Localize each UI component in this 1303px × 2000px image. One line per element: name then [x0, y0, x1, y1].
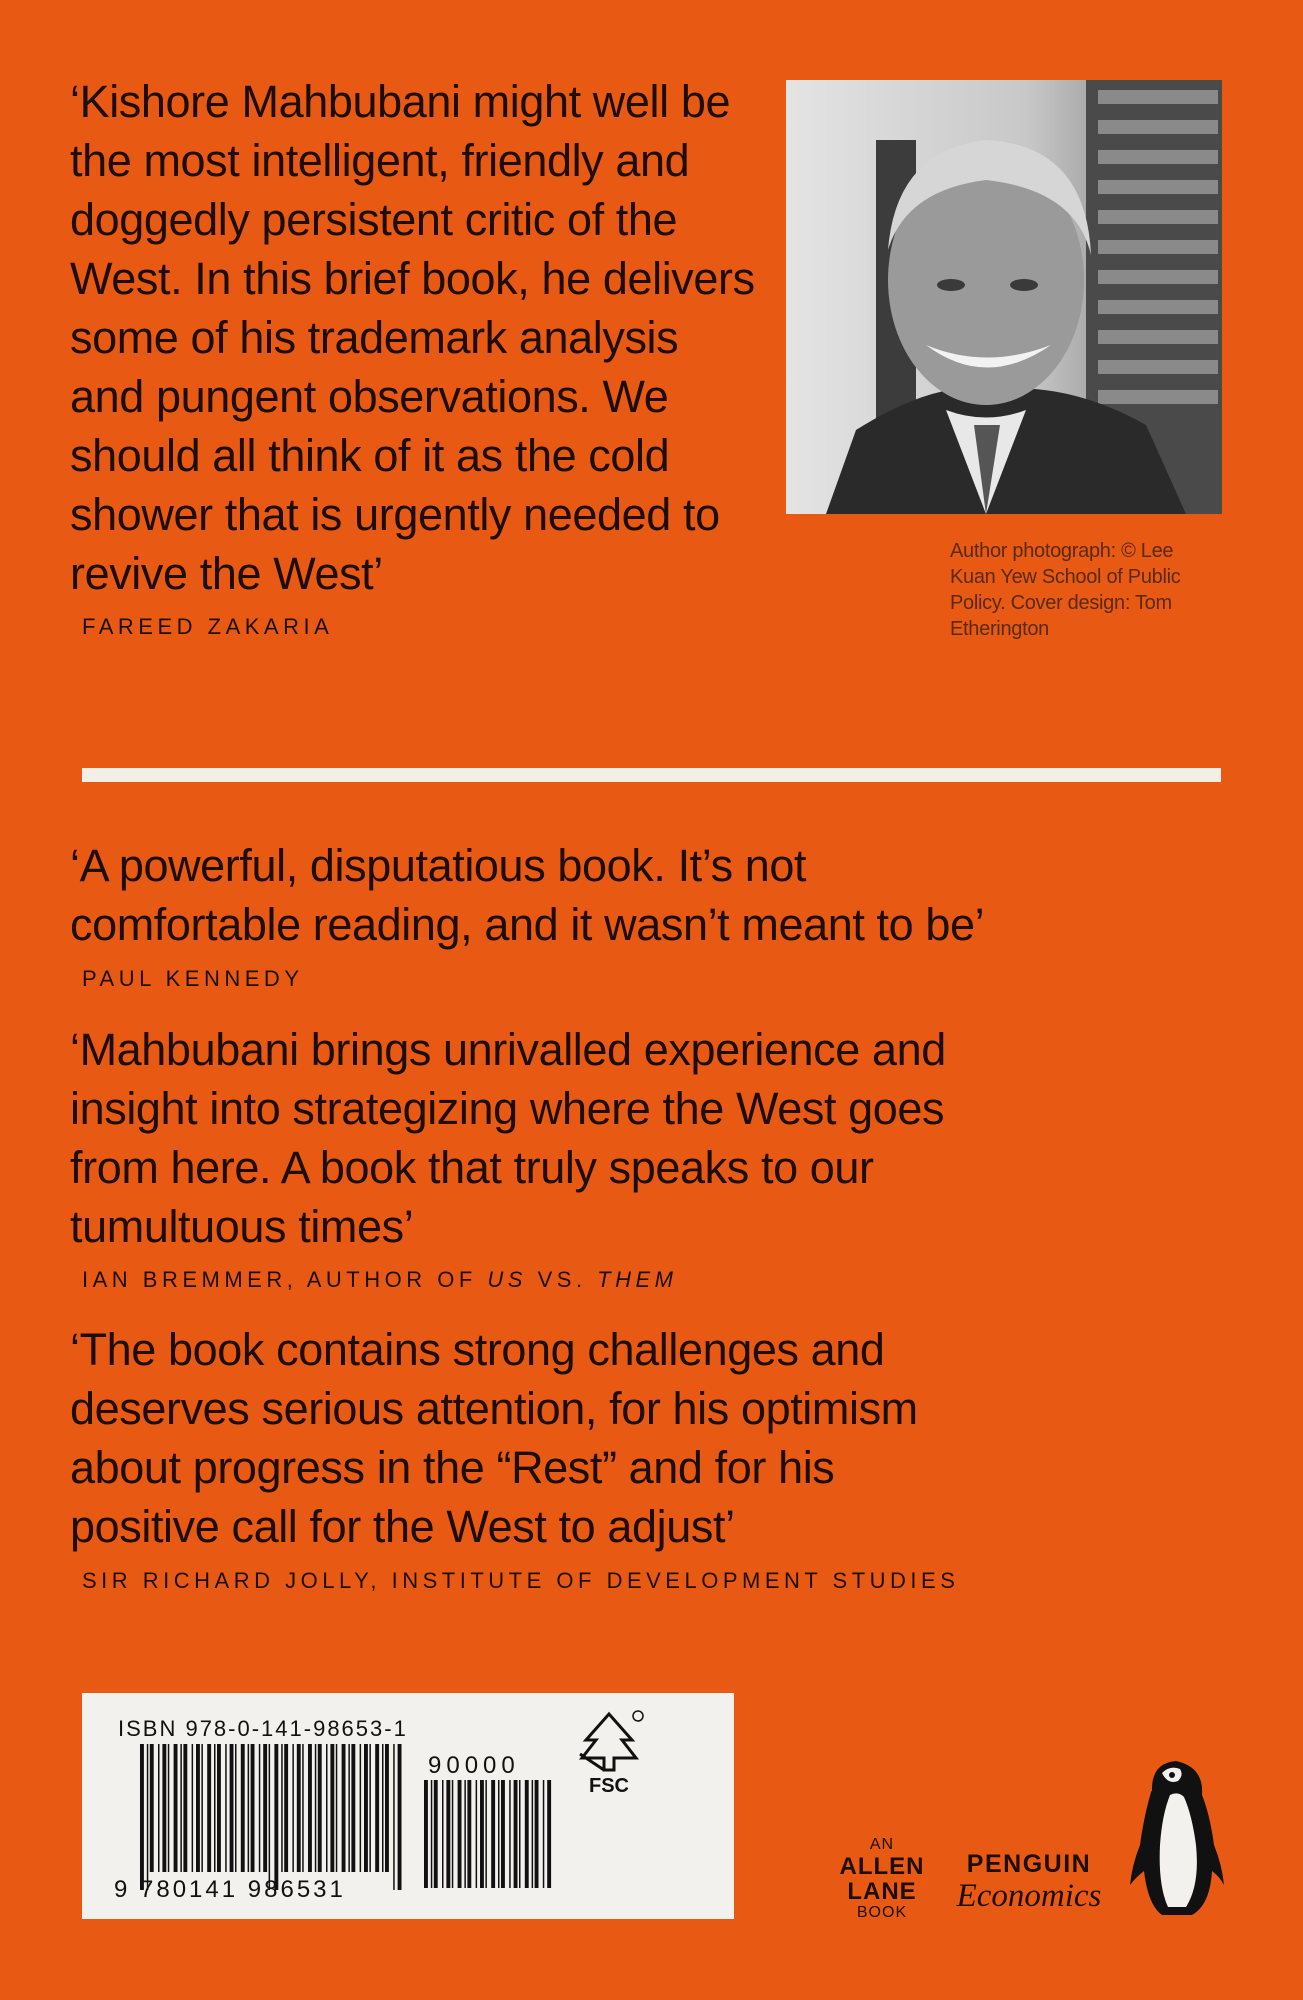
quote-line: doggedly persistent critic of the	[70, 194, 678, 245]
barcode-bar	[351, 1744, 355, 1872]
ean-digits: 9 780141 986531	[114, 1876, 346, 1903]
penguin-logo-icon	[1122, 1755, 1230, 1925]
barcode-bar	[336, 1744, 338, 1872]
attribution-jolly: SIR RICHARD JOLLY, INSTITUTE OF DEVELOPMENT STUDIES	[82, 1568, 960, 1593]
barcode-bar	[168, 1744, 170, 1872]
quote-line: and pungent observations. We	[70, 371, 669, 422]
quote-line: ‘Mahbubani brings unrivalled experience and	[70, 1024, 946, 1075]
book-title-them: THEM	[597, 1267, 678, 1292]
barcode-bar	[464, 1780, 466, 1888]
quote-line: from here. A book that truly speaks to our	[70, 1142, 874, 1193]
barcode-bar	[263, 1744, 267, 1872]
quote-line: some of his trademark analysis	[70, 312, 679, 363]
barcode-bar	[452, 1780, 454, 1888]
author-photo	[786, 80, 1222, 514]
price-code: 90000	[428, 1752, 520, 1779]
barcode-bar	[434, 1780, 438, 1888]
barcode-bar	[292, 1744, 294, 1872]
barcode-bar	[342, 1744, 346, 1872]
barcode-bar	[315, 1744, 317, 1872]
barcode-bar	[274, 1744, 278, 1890]
barcode-bar	[375, 1744, 379, 1872]
penguin-economics-label	[944, 1850, 1114, 1914]
barcode-bar	[297, 1744, 301, 1872]
barcode-bar	[225, 1744, 227, 1872]
quote-line: shower that is urgently needed to	[70, 489, 720, 540]
barcode-bar	[547, 1780, 551, 1888]
barcode-bar	[360, 1744, 362, 1872]
barcode-bar	[162, 1744, 166, 1872]
fsc-logo-icon	[574, 1710, 644, 1796]
barcode-bar	[241, 1744, 245, 1872]
photo-credit: Author photograph: © Lee Kuan Yew School of Public Policy. Cover design: Tom Etherington	[950, 540, 1181, 640]
barcode-bar	[532, 1780, 534, 1888]
barcode-bar	[498, 1780, 500, 1888]
quote-line: tumultuous times’	[70, 1201, 414, 1252]
imprint-book: BOOK	[856, 1904, 908, 1921]
barcode-bar	[476, 1780, 478, 1888]
barcode-bar	[269, 1744, 271, 1890]
barcode-bar	[207, 1744, 211, 1872]
barcode-bar	[514, 1780, 518, 1888]
quote-bremmer	[70, 1020, 1070, 1256]
barcode-bar	[467, 1780, 471, 1888]
quote-line: insight into strategizing where the West goes	[70, 1083, 945, 1134]
barcode-bar	[196, 1744, 200, 1872]
barcode-bar	[214, 1744, 216, 1872]
barcode-bar	[543, 1780, 545, 1888]
quote-line: comfortable reading, and it wasn’t meant to be’	[70, 899, 985, 950]
barcode-bar	[382, 1744, 384, 1872]
barcode-bar	[150, 1744, 154, 1872]
barcode-bar	[491, 1780, 495, 1888]
imprint-an: AN	[869, 1836, 895, 1853]
isbn-number: ISBN 978-0-141-98653-1	[118, 1716, 408, 1741]
quote-line: West. In this brief book, he delivers	[70, 253, 755, 304]
barcode-bar	[326, 1744, 328, 1872]
barcode-bar	[230, 1744, 234, 1872]
barcode-bar	[192, 1744, 194, 1872]
barcode-bar	[308, 1744, 312, 1872]
barcode-bar	[140, 1744, 144, 1890]
barcode-bar	[284, 1744, 288, 1872]
attribution-zakaria: FAREED ZAKARIA	[82, 614, 334, 639]
quote-jolly	[70, 1320, 1070, 1556]
barcode-bar	[446, 1780, 450, 1888]
imprint-allen: ALLEN	[839, 1853, 925, 1880]
barcode-bar	[251, 1744, 255, 1872]
barcode-bar	[364, 1744, 368, 1872]
barcode-bar	[302, 1744, 304, 1872]
attribution-prefix: IAN BREMMER, AUTHOR OF	[82, 1267, 488, 1292]
barcode-bar	[147, 1744, 149, 1890]
quote-zakaria	[70, 72, 770, 603]
allen-lane-imprint	[836, 1836, 928, 1922]
barcode-bar	[431, 1780, 433, 1888]
quote-line: the most intelligent, friendly and	[70, 135, 690, 186]
barcode-bar	[180, 1744, 182, 1872]
quote-line: revive the West’	[70, 548, 383, 599]
quote-line: positive call for the West to adjust’	[70, 1501, 735, 1552]
barcode-bar	[235, 1744, 237, 1872]
quote-line: ‘Kishore Mahbubani might well be	[70, 76, 731, 127]
barcode-bar	[369, 1744, 371, 1872]
barcode-bar	[509, 1780, 511, 1888]
fsc-label: FSC	[589, 1775, 629, 1796]
barcode-bar	[330, 1744, 334, 1872]
barcode-bar	[398, 1744, 402, 1890]
quote-kennedy	[70, 836, 1070, 954]
price-barcode	[424, 1780, 554, 1890]
divider-rule	[82, 768, 1221, 782]
barcode-bar	[259, 1744, 261, 1872]
barcode-bar	[174, 1744, 178, 1872]
barcode-bar	[393, 1744, 395, 1890]
barcode-bar	[480, 1780, 484, 1888]
barcode-bar	[183, 1744, 187, 1872]
barcode-bar	[424, 1780, 428, 1888]
quote-line: ‘The book contains strong challenges and	[70, 1324, 885, 1375]
quote-line: should all think of it as the cold	[70, 430, 670, 481]
ean-barcode	[140, 1744, 404, 1890]
barcode-bar	[281, 1744, 283, 1872]
barcode-bar	[318, 1744, 322, 1872]
barcode-bar	[535, 1780, 539, 1888]
quote-line: about progress in the “Rest” and for his	[70, 1442, 835, 1493]
barcode-bar	[458, 1780, 462, 1888]
quote-line: deserves serious attention, for his optimism	[70, 1383, 918, 1434]
barcode-bar	[385, 1744, 389, 1872]
barcode-bar	[519, 1780, 521, 1888]
quote-line: ‘A powerful, disputatious book. It’s not	[70, 840, 807, 891]
imprint-lane: LANE	[847, 1878, 917, 1905]
barcode-bar	[201, 1744, 203, 1872]
attribution-kennedy: PAUL KENNEDY	[82, 966, 304, 991]
attribution-sep: VS.	[526, 1267, 598, 1292]
series-name: Economics	[956, 1878, 1102, 1914]
barcode-bar	[442, 1780, 444, 1888]
barcode-bar	[501, 1780, 505, 1888]
book-title-us: US	[487, 1267, 527, 1292]
penguin-wordmark: PENGUIN	[966, 1850, 1092, 1878]
barcode-bar	[248, 1744, 250, 1872]
barcode-bar	[485, 1780, 487, 1888]
barcode-bar	[217, 1744, 221, 1872]
attribution-bremmer	[82, 1267, 678, 1293]
barcode-bar	[158, 1744, 160, 1872]
barcode-bar	[525, 1780, 529, 1888]
barcode-bar	[348, 1744, 350, 1872]
